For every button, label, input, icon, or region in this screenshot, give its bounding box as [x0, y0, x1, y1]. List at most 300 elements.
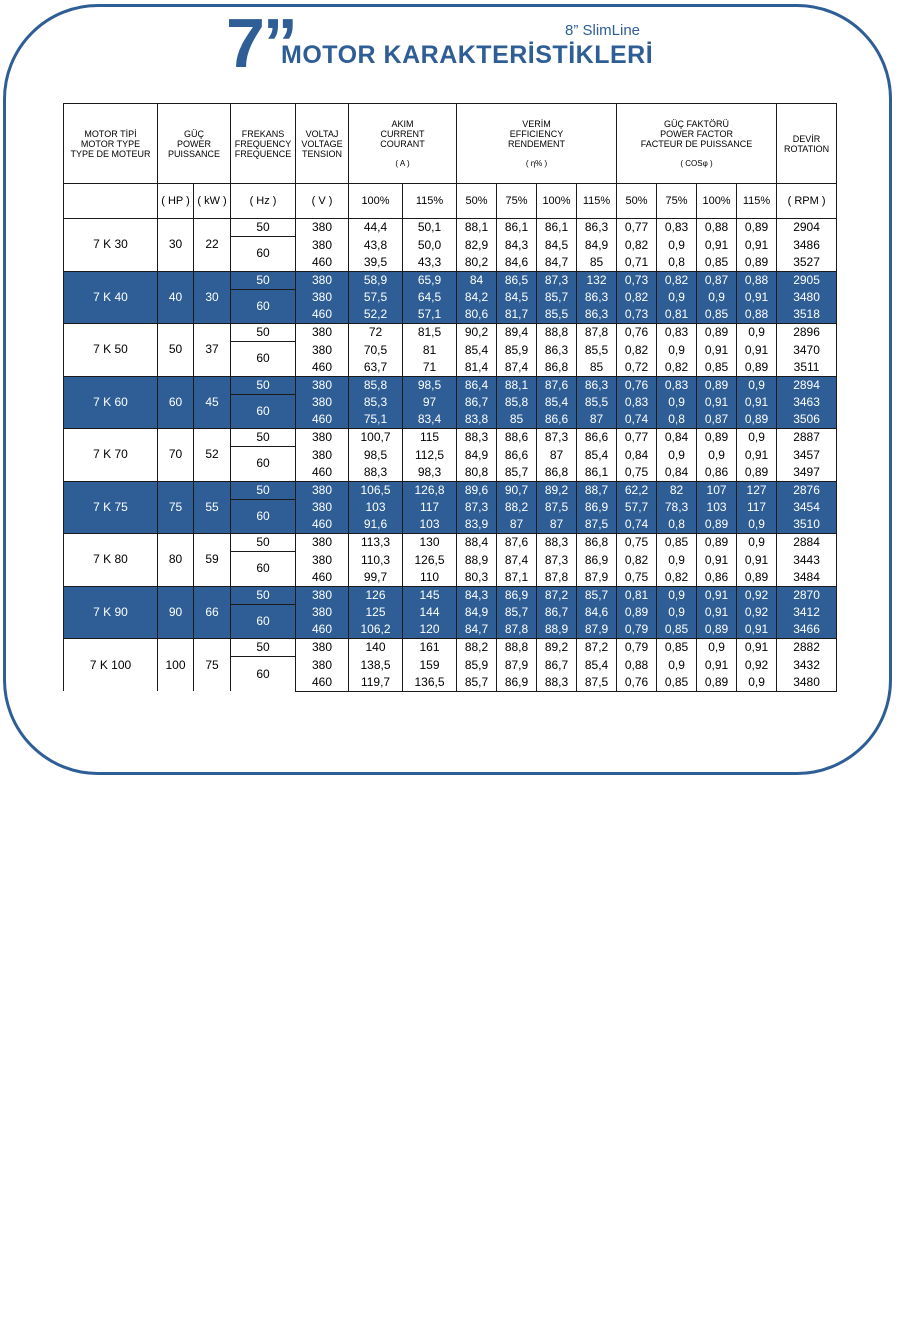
value-cell-c115: 83,4	[403, 411, 457, 429]
value-cell-e115: 85,4	[577, 447, 617, 464]
value-cell-v: 380	[296, 271, 349, 289]
value-cell-p115: 0,89	[737, 219, 777, 237]
value-cell-p75: 0,83	[657, 324, 697, 342]
value-cell-v: 380	[296, 586, 349, 604]
value-cell-c100: 39,5	[349, 254, 403, 272]
value-cell-p100: 0,91	[697, 342, 737, 359]
value-cell-p75: 0,82	[657, 271, 697, 289]
value-cell-e115: 87,2	[577, 639, 617, 657]
value-cell-e75: 89,4	[497, 324, 537, 342]
value-cell-p100: 0,85	[697, 254, 737, 272]
value-cell-rpm: 2884	[777, 534, 837, 552]
value-cell-e100: 89,2	[537, 481, 577, 499]
value-cell-p75: 0,9	[657, 237, 697, 254]
value-cell-c115: 144	[403, 604, 457, 621]
value-cell-p50: 0,88	[617, 657, 657, 674]
kw-cell: 55	[194, 481, 231, 534]
value-cell-e50: 80,8	[457, 464, 497, 482]
value-cell-p100: 0,89	[697, 621, 737, 639]
value-cell-c115: 50,0	[403, 237, 457, 254]
value-cell-c100: 57,5	[349, 289, 403, 306]
unit-hz: ( Hz )	[231, 184, 296, 219]
motor-group	[64, 324, 837, 377]
motor-group	[64, 534, 837, 587]
unit-hp: ( HP )	[158, 184, 194, 219]
value-cell-e100: 86,8	[537, 464, 577, 482]
value-cell-e115: 84,9	[577, 237, 617, 254]
value-cell-c100: 126	[349, 586, 403, 604]
value-cell-p115: 0,89	[737, 569, 777, 587]
value-cell-p75: 0,9	[657, 394, 697, 411]
value-cell-rpm: 3511	[777, 359, 837, 377]
header-line: VOLTAJ	[305, 128, 339, 139]
unit-v: ( V )	[296, 184, 349, 219]
value-cell-e115: 86,3	[577, 289, 617, 306]
value-cell-e75: 87,8	[497, 621, 537, 639]
value-cell-p100: 0,89	[697, 516, 737, 534]
value-cell-c115: 126,8	[403, 481, 457, 499]
value-cell-e50: 84,2	[457, 289, 497, 306]
header-line: FREQUENCE	[234, 148, 292, 159]
frequency-cell: 50	[231, 481, 296, 499]
value-cell-p75: 0,84	[657, 464, 697, 482]
kw-cell: 66	[194, 586, 231, 639]
value-cell-e50: 84,7	[457, 621, 497, 639]
value-cell-e75: 86,5	[497, 271, 537, 289]
header-line: POWER FACTOR	[660, 128, 733, 139]
value-cell-e75: 84,6	[497, 254, 537, 272]
value-cell-p115: 0,89	[737, 359, 777, 377]
value-cell-p75: 78,3	[657, 499, 697, 516]
value-cell-c100: 125	[349, 604, 403, 621]
value-cell-e115: 85	[577, 359, 617, 377]
header-line: GÜÇ	[184, 128, 204, 139]
value-cell-rpm: 3518	[777, 306, 837, 324]
value-cell-p100: 0,91	[697, 657, 737, 674]
value-cell-p75: 0,83	[657, 219, 697, 237]
value-cell-v: 380	[296, 499, 349, 516]
value-cell-rpm: 2896	[777, 324, 837, 342]
value-cell-e75: 86,6	[497, 447, 537, 464]
value-cell-p50: 0,83	[617, 394, 657, 411]
value-cell-p75: 0,9	[657, 586, 697, 604]
value-cell-e50: 81,4	[457, 359, 497, 377]
value-cell-e115: 85,5	[577, 342, 617, 359]
value-cell-p100: 0,9	[697, 289, 737, 306]
value-cell-p75: 0,9	[657, 552, 697, 569]
value-cell-v: 460	[296, 569, 349, 587]
value-cell-c115: 110	[403, 569, 457, 587]
kw-cell: 37	[194, 324, 231, 377]
value-cell-v: 380	[296, 219, 349, 237]
frequency-cell: 50	[231, 429, 296, 447]
frequency-cell: 60	[231, 552, 296, 587]
frequency-cell: 50	[231, 586, 296, 604]
value-cell-c115: 98,3	[403, 464, 457, 482]
frequency-cell: 60	[231, 342, 296, 377]
value-cell-p115: 0,91	[737, 552, 777, 569]
header-line: AKIM	[391, 118, 414, 129]
value-cell-e100: 87,5	[537, 499, 577, 516]
value-cell-p100: 0,91	[697, 586, 737, 604]
value-cell-v: 380	[296, 657, 349, 674]
value-cell-e75: 90,7	[497, 481, 537, 499]
value-cell-c115: 159	[403, 657, 457, 674]
unit-eff-115: 115%	[577, 184, 617, 219]
value-cell-e50: 88,4	[457, 534, 497, 552]
value-cell-c100: 103	[349, 499, 403, 516]
value-cell-p75: 0,8	[657, 516, 697, 534]
value-cell-c115: 71	[403, 359, 457, 377]
value-cell-rpm: 3443	[777, 552, 837, 569]
value-cell-p75: 0,8	[657, 254, 697, 272]
voltage-header	[296, 104, 349, 184]
value-cell-e75: 88,8	[497, 639, 537, 657]
efficiency-unit: ( η% )	[525, 158, 548, 168]
value-cell-c100: 100,7	[349, 429, 403, 447]
motor-type-cell: 7 K 75	[64, 481, 158, 534]
value-cell-e115: 87,8	[577, 324, 617, 342]
value-cell-e100: 87,2	[537, 586, 577, 604]
value-cell-p75: 0,85	[657, 674, 697, 692]
value-cell-p115: 0,9	[737, 429, 777, 447]
motor-type-cell: 7 K 30	[64, 219, 158, 272]
header-line: DEVİR	[792, 133, 821, 144]
value-cell-v: 460	[296, 306, 349, 324]
value-cell-e115: 84,6	[577, 604, 617, 621]
frequency-cell: 60	[231, 604, 296, 639]
value-cell-p50: 0,82	[617, 237, 657, 254]
value-cell-p115: 127	[737, 481, 777, 499]
value-cell-e50: 88,1	[457, 219, 497, 237]
product-line-subtitle: 8” SlimLine	[565, 22, 641, 39]
value-cell-p100: 0,89	[697, 534, 737, 552]
header-line: GÜÇ FAKTÖRÜ	[664, 118, 730, 129]
value-cell-v: 380	[296, 552, 349, 569]
value-cell-c100: 88,3	[349, 464, 403, 482]
value-cell-e115: 87,5	[577, 516, 617, 534]
value-cell-p100: 0,85	[697, 359, 737, 377]
value-cell-v: 460	[296, 411, 349, 429]
value-cell-p115: 0,91	[737, 237, 777, 254]
header-line: VERİM	[522, 118, 551, 129]
value-cell-c115: 161	[403, 639, 457, 657]
value-cell-c115: 145	[403, 586, 457, 604]
value-cell-e75: 81,7	[497, 306, 537, 324]
value-cell-e115: 86,3	[577, 219, 617, 237]
value-cell-p75: 0,85	[657, 534, 697, 552]
value-cell-p50: 0,76	[617, 376, 657, 394]
frequency-cell: 50	[231, 639, 296, 657]
value-cell-rpm: 2905	[777, 271, 837, 289]
value-cell-c115: 117	[403, 499, 457, 516]
value-cell-p50: 0,81	[617, 586, 657, 604]
kw-cell: 22	[194, 219, 231, 272]
header-line: MOTOR TYPE	[80, 138, 141, 149]
value-cell-e100: 86,1	[537, 219, 577, 237]
value-cell-e50: 90,2	[457, 324, 497, 342]
value-cell-e100: 84,5	[537, 237, 577, 254]
size-number: 7”	[226, 4, 296, 82]
page-title: MOTOR KARAKTERİSTİKLERİ	[281, 41, 654, 69]
value-cell-e115: 86,9	[577, 499, 617, 516]
value-cell-e115: 86,6	[577, 429, 617, 447]
motor-type-header	[64, 104, 158, 184]
value-cell-p100: 0,88	[697, 219, 737, 237]
motor-type-cell: 7 K 100	[64, 639, 158, 692]
value-cell-p100: 0,91	[697, 237, 737, 254]
value-cell-c115: 130	[403, 534, 457, 552]
value-cell-e75: 87,1	[497, 569, 537, 587]
value-cell-v: 460	[296, 254, 349, 272]
value-cell-p50: 0,84	[617, 447, 657, 464]
header-line: CURRENT	[380, 128, 425, 139]
value-cell-e75: 87,4	[497, 359, 537, 377]
value-cell-v: 460	[296, 621, 349, 639]
value-cell-c115: 65,9	[403, 271, 457, 289]
value-cell-p115: 0,89	[737, 254, 777, 272]
value-cell-e50: 82,9	[457, 237, 497, 254]
value-cell-p75: 0,9	[657, 289, 697, 306]
hp-cell: 50	[158, 324, 194, 377]
value-cell-p115: 0,89	[737, 464, 777, 482]
value-cell-p50: 0,76	[617, 324, 657, 342]
motor-type-cell: 7 K 80	[64, 534, 158, 587]
header-line: ROTATION	[783, 143, 830, 154]
table-row	[64, 481, 837, 499]
value-cell-rpm: 2887	[777, 429, 837, 447]
value-cell-v: 380	[296, 447, 349, 464]
kw-cell: 59	[194, 534, 231, 587]
current-unit: ( A )	[395, 158, 410, 168]
value-cell-rpm: 3497	[777, 464, 837, 482]
value-cell-p50: 0,73	[617, 306, 657, 324]
value-cell-c100: 110,3	[349, 552, 403, 569]
value-cell-c100: 91,6	[349, 516, 403, 534]
value-cell-e100: 86,3	[537, 342, 577, 359]
value-cell-e75: 86,9	[497, 586, 537, 604]
value-cell-c115: 57,1	[403, 306, 457, 324]
value-cell-e115: 86,1	[577, 464, 617, 482]
unit-pf-115: 115%	[737, 184, 777, 219]
value-cell-p115: 0,89	[737, 411, 777, 429]
value-cell-c115: 103	[403, 516, 457, 534]
unit-cell-empty	[64, 184, 158, 219]
efficiency-header	[457, 104, 617, 184]
value-cell-v: 460	[296, 359, 349, 377]
value-cell-p75: 0,9	[657, 604, 697, 621]
value-cell-rpm: 3463	[777, 394, 837, 411]
value-cell-c115: 97	[403, 394, 457, 411]
value-cell-p50: 0,89	[617, 604, 657, 621]
unit-current-115: 115%	[403, 184, 457, 219]
value-cell-p50: 0,75	[617, 464, 657, 482]
value-cell-e100: 87,6	[537, 376, 577, 394]
value-cell-p100: 0,87	[697, 411, 737, 429]
value-cell-e75: 85,7	[497, 604, 537, 621]
value-cell-e50: 80,6	[457, 306, 497, 324]
value-cell-p115: 0,88	[737, 306, 777, 324]
value-cell-p75: 0,81	[657, 306, 697, 324]
value-cell-p50: 0,76	[617, 674, 657, 692]
value-cell-p115: 0,9	[737, 534, 777, 552]
table-row	[64, 324, 837, 342]
value-cell-e115: 132	[577, 271, 617, 289]
value-cell-c115: 136,5	[403, 674, 457, 692]
value-cell-c100: 113,3	[349, 534, 403, 552]
value-cell-e100: 86,7	[537, 657, 577, 674]
table-row	[64, 586, 837, 604]
value-cell-e50: 87,3	[457, 499, 497, 516]
value-cell-e75: 85,8	[497, 394, 537, 411]
value-cell-rpm: 3412	[777, 604, 837, 621]
value-cell-e115: 87,5	[577, 674, 617, 692]
value-cell-rpm: 3480	[777, 289, 837, 306]
value-cell-rpm: 3470	[777, 342, 837, 359]
table-row	[64, 429, 837, 447]
value-cell-e50: 84,9	[457, 447, 497, 464]
value-cell-e50: 89,6	[457, 481, 497, 499]
value-cell-c115: 50,1	[403, 219, 457, 237]
motor-group	[64, 219, 837, 272]
motor-characteristics-table	[63, 103, 837, 692]
value-cell-c115: 81,5	[403, 324, 457, 342]
value-cell-v: 380	[296, 237, 349, 254]
motor-type-cell: 7 K 90	[64, 586, 158, 639]
value-cell-p115: 0,88	[737, 271, 777, 289]
motor-group	[64, 429, 837, 482]
value-cell-p75: 0,82	[657, 569, 697, 587]
frequency-cell: 60	[231, 289, 296, 324]
header-line: TYPE DE MOTEUR	[70, 148, 151, 159]
value-cell-e50: 85,9	[457, 657, 497, 674]
value-cell-c115: 98,5	[403, 376, 457, 394]
value-cell-e115: 87,9	[577, 621, 617, 639]
value-cell-p100: 0,9	[697, 447, 737, 464]
value-cell-p50: 62,2	[617, 481, 657, 499]
value-cell-e115: 87,9	[577, 569, 617, 587]
value-cell-e75: 88,2	[497, 499, 537, 516]
value-cell-p75: 0,85	[657, 621, 697, 639]
kw-cell: 75	[194, 639, 231, 692]
value-cell-e50: 80,2	[457, 254, 497, 272]
value-cell-c100: 138,5	[349, 657, 403, 674]
header-line: FACTEUR DE PUISSANCE	[640, 138, 753, 149]
value-cell-v: 460	[296, 674, 349, 692]
value-cell-p115: 0,9	[737, 376, 777, 394]
value-cell-p50: 0,79	[617, 639, 657, 657]
value-cell-e100: 88,3	[537, 674, 577, 692]
value-cell-p50: 0,77	[617, 219, 657, 237]
header-line: FREQUENCY	[234, 138, 292, 149]
hp-cell: 90	[158, 586, 194, 639]
value-cell-e100: 89,2	[537, 639, 577, 657]
value-cell-rpm: 3466	[777, 621, 837, 639]
motor-type-cell: 7 K 60	[64, 376, 158, 429]
value-cell-rpm: 3454	[777, 499, 837, 516]
value-cell-e50: 80,3	[457, 569, 497, 587]
value-cell-e75: 85	[497, 411, 537, 429]
hp-cell: 70	[158, 429, 194, 482]
header-line: FREKANS	[241, 128, 285, 139]
value-cell-e100: 88,3	[537, 534, 577, 552]
value-cell-p115: 0,92	[737, 586, 777, 604]
value-cell-e75: 88,6	[497, 429, 537, 447]
hp-cell: 60	[158, 376, 194, 429]
value-cell-p100: 0,89	[697, 429, 737, 447]
value-cell-p50: 0,77	[617, 429, 657, 447]
value-cell-p115: 0,92	[737, 604, 777, 621]
value-cell-v: 380	[296, 429, 349, 447]
value-cell-e50: 88,2	[457, 639, 497, 657]
power-factor-header	[617, 104, 777, 184]
unit-eff-75: 75%	[497, 184, 537, 219]
value-cell-p75: 0,83	[657, 376, 697, 394]
value-cell-v: 380	[296, 376, 349, 394]
hp-cell: 80	[158, 534, 194, 587]
value-cell-p50: 0,75	[617, 534, 657, 552]
value-cell-p115: 0,91	[737, 639, 777, 657]
motor-type-cell: 7 K 40	[64, 271, 158, 324]
value-cell-p50: 0,82	[617, 289, 657, 306]
value-cell-e75: 87,4	[497, 552, 537, 569]
hp-cell: 100	[158, 639, 194, 692]
header-line: TENSION	[302, 148, 343, 159]
value-cell-e100: 88,9	[537, 621, 577, 639]
header-line: EFFICIENCY	[509, 128, 564, 139]
value-cell-v: 380	[296, 534, 349, 552]
value-cell-rpm: 3510	[777, 516, 837, 534]
value-cell-rpm: 2882	[777, 639, 837, 657]
value-cell-e115: 86,9	[577, 552, 617, 569]
value-cell-e100: 87,8	[537, 569, 577, 587]
value-cell-p100: 103	[697, 499, 737, 516]
value-cell-c100: 140	[349, 639, 403, 657]
value-cell-p115: 0,9	[737, 516, 777, 534]
value-cell-e75: 87,9	[497, 657, 537, 674]
value-cell-e115: 88,7	[577, 481, 617, 499]
value-cell-e100: 84,7	[537, 254, 577, 272]
value-cell-p100: 0,91	[697, 394, 737, 411]
value-cell-c100: 43,8	[349, 237, 403, 254]
table-row	[64, 639, 837, 657]
value-cell-c115: 43,3	[403, 254, 457, 272]
current-header	[349, 104, 457, 184]
kw-cell: 30	[194, 271, 231, 324]
value-cell-v: 380	[296, 342, 349, 359]
value-cell-v: 460	[296, 464, 349, 482]
unit-pf-50: 50%	[617, 184, 657, 219]
value-cell-v: 380	[296, 481, 349, 499]
table-row	[64, 534, 837, 552]
motor-group	[64, 271, 837, 324]
value-cell-e100: 87	[537, 516, 577, 534]
value-cell-c100: 106,2	[349, 621, 403, 639]
value-cell-p115: 0,92	[737, 657, 777, 674]
header-line: VOLTAGE	[301, 138, 343, 149]
value-cell-c100: 63,7	[349, 359, 403, 377]
value-cell-p75: 0,9	[657, 657, 697, 674]
value-cell-rpm: 3432	[777, 657, 837, 674]
hp-cell: 40	[158, 271, 194, 324]
hp-cell: 30	[158, 219, 194, 272]
frequency-cell: 60	[231, 499, 296, 534]
value-cell-e100: 86,8	[537, 359, 577, 377]
value-cell-e50: 88,3	[457, 429, 497, 447]
value-cell-p115: 0,91	[737, 394, 777, 411]
value-cell-rpm: 3486	[777, 237, 837, 254]
value-cell-e75: 87,6	[497, 534, 537, 552]
